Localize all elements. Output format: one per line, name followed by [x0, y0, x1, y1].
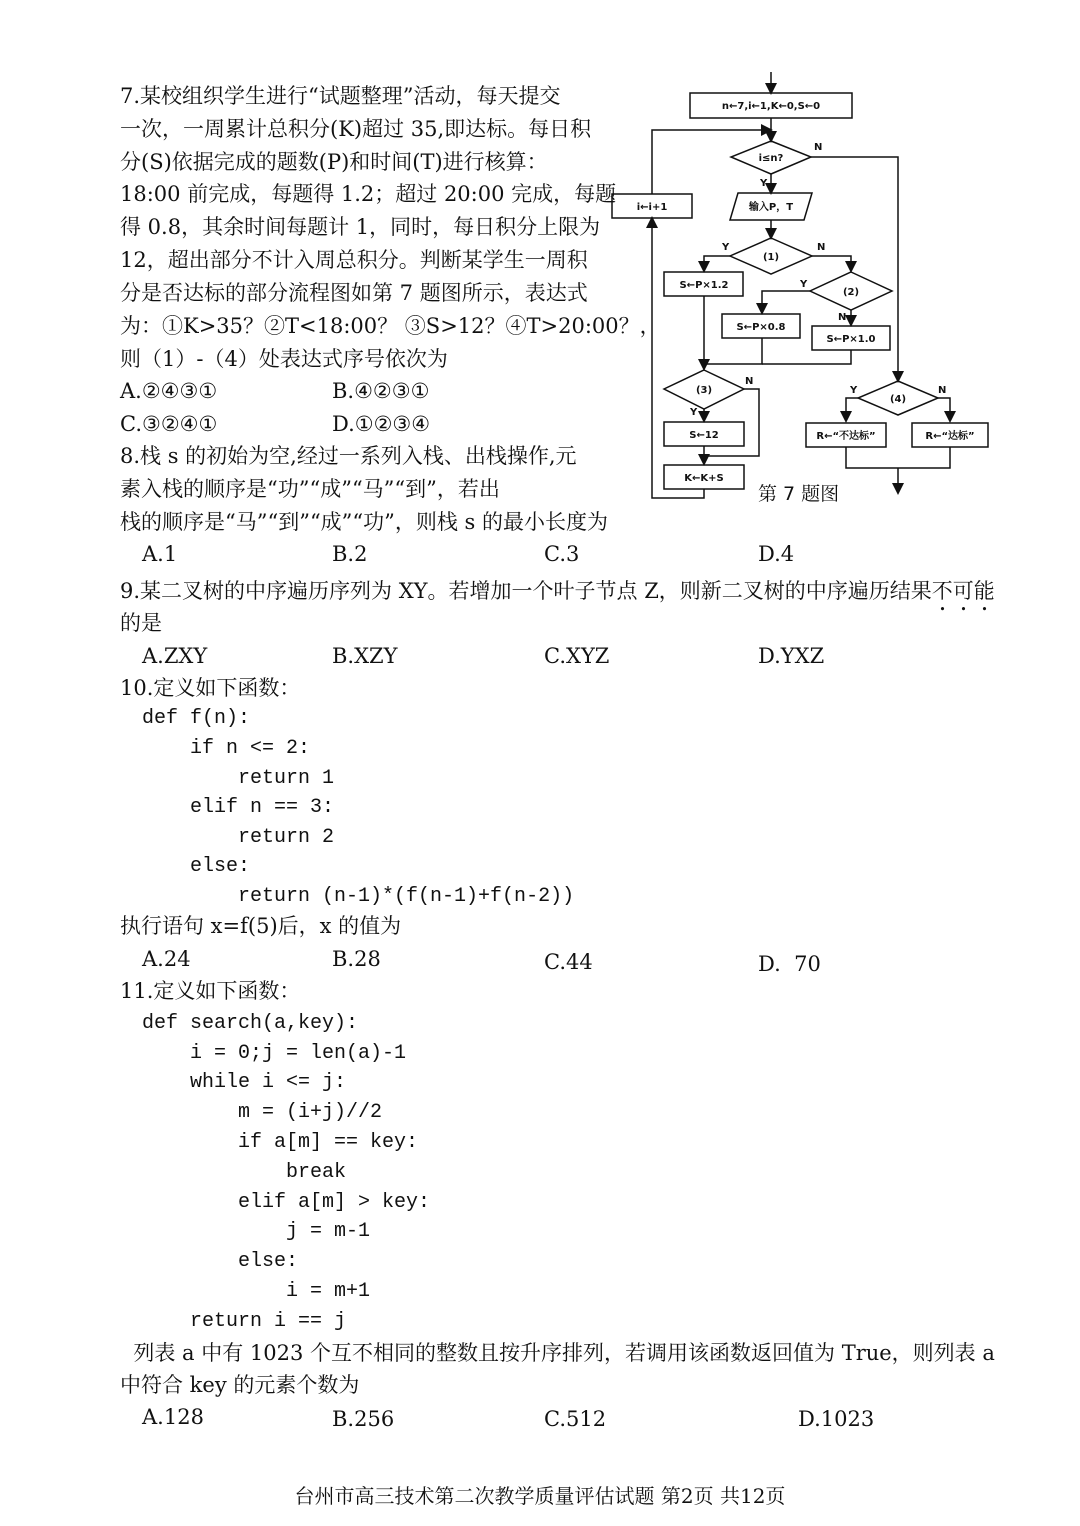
yes-no-label: N: [817, 242, 826, 253]
increment-label: i←i+1: [636, 202, 668, 213]
flow-line: [846, 447, 950, 468]
q11-title: 11.定义如下函数：: [120, 979, 301, 1003]
q10-code-line: if n <= 2:: [142, 737, 311, 760]
yes-no-label: Y: [850, 385, 858, 396]
q10-code-line: def f(n):: [142, 707, 251, 730]
q8-line: 栈的顺序是“马”“到”“成”“功”，则栈 s 的最小长度为: [120, 510, 609, 534]
q10-question: 执行语句 x=f(5)后，x 的值为: [120, 914, 402, 938]
q11-code-line: def search(a,key):: [142, 1012, 359, 1035]
q9-text: 9.某二叉树的中序遍历序列为 XY。若增加一个叶子节点 Z，则新二叉树的中序遍历结果: [120, 579, 932, 603]
figure-caption: 第 7 题图: [758, 483, 840, 505]
yes-no-label: N: [745, 376, 754, 387]
assign-k-label: K←K+S: [684, 473, 724, 484]
q10-code-line: return 1: [142, 767, 335, 790]
q7-line: 分(S)依据完成的题数(P)和时间(T)进行核算：: [120, 150, 548, 174]
input-label: 输入P，T: [748, 202, 794, 213]
condition-4-label: (4): [889, 394, 907, 405]
q9-option-b: B.XZY: [332, 644, 398, 668]
q11-code-line: return i == j: [142, 1310, 347, 1333]
q7-option-a: A.②④③①: [120, 379, 218, 403]
condition-2-label: (2): [842, 287, 860, 298]
assign-10-label: S←P×1.0: [826, 334, 876, 345]
yes-no-label: Y: [690, 407, 698, 418]
q10-option-c: C.44: [544, 950, 593, 974]
q7-line: 一次，一周累计总积分(K)超过 35,即达标。每日积: [120, 117, 592, 141]
q11-option-b: B.256: [332, 1407, 395, 1431]
q7-option-d: D.①②③④: [332, 412, 431, 436]
loop-condition-label: i≤n?: [758, 153, 784, 164]
q8-option-a: A.1: [142, 542, 178, 566]
flow-arrow: [812, 256, 851, 270]
flow-line: [652, 220, 704, 498]
yes-no-label: Y: [800, 279, 808, 290]
q9-emphasis: 不可能: [931, 579, 995, 603]
q9-option-c: C.XYZ: [544, 644, 610, 668]
q8-option-c: C.3: [544, 542, 580, 566]
q10-code-line: return (n-1)*(f(n-1)+f(n-2)): [142, 885, 575, 908]
flow-arrow: [846, 398, 858, 420]
result-pass-label: R←“达标”: [925, 431, 975, 442]
assign-12-label: S←P×1.2: [679, 280, 729, 291]
result-fail-label: R←“不达标”: [816, 431, 876, 442]
q9-option-a: A.ZXY: [142, 644, 208, 668]
q8-line: 素入栈的顺序是“功”“成”“马”“到”，若出: [120, 477, 500, 501]
yes-no-label: N: [938, 385, 947, 396]
q10-option-d: D. 70: [758, 952, 821, 976]
q11-code-line: i = m+1: [142, 1280, 371, 1303]
q8-option-d: D.4: [758, 542, 795, 566]
q9-line: 的是: [120, 611, 162, 635]
q11-code-line: break: [142, 1161, 347, 1184]
assign-08-label: S←P×0.8: [736, 322, 786, 333]
q8-option-b: B.2: [332, 542, 368, 566]
q11-code-line: m = (i+j)//2: [142, 1101, 383, 1124]
q7-line: 12，超出部分不计入周总积分。判断某学生一周积: [120, 248, 588, 272]
q11-question-line: 列表 a 中有 1023 个互不相同的整数且按升序排列，若调用该函数返回值为 True，则列表 a: [120, 1341, 995, 1365]
q11-code-line: elif a[m] > key:: [142, 1191, 431, 1214]
q9-line: [120, 577, 995, 616]
q11-option-d: D.1023: [798, 1407, 875, 1431]
q7-option-b: B.④②③①: [332, 379, 430, 403]
init-label: n←7,i←1,K←0,S←0: [721, 101, 821, 112]
q11-code-line: if a[m] == key:: [142, 1131, 419, 1154]
q10-code-line: elif n == 3:: [142, 796, 335, 819]
q10-option-a: A.24: [142, 947, 191, 971]
q7-line: 分是否达标的部分流程图如第 7 题图所示，表达式: [120, 281, 588, 305]
q9-option-d: D.YXZ: [758, 644, 825, 668]
flowchart-figure: [600, 70, 1000, 520]
condition-3-label: (3): [695, 385, 713, 396]
flow-arrow: [652, 130, 770, 194]
q8-line: 8.栈 s 的初始为空,经过一系列入栈、出栈操作,元: [120, 444, 577, 468]
q7-line: 7.某校组织学生进行“试题整理”活动，每天提交: [120, 84, 561, 108]
q7-line: 18:00 前完成，每题得 1.2；超过 20:00 完成，每题: [120, 182, 617, 206]
yes-no-label: N: [814, 142, 823, 153]
q10-code-line: return 2: [142, 826, 335, 849]
q10-title: 10.定义如下函数：: [120, 676, 301, 700]
q11-code-line: i = 0;j = len(a)-1: [142, 1042, 407, 1065]
q7-line: 为：①K>35？②T<18:00？ ③S>12？④T>20:00？，: [120, 314, 661, 338]
q7-line: 则（1）-（4）处表达式序号依次为: [120, 347, 448, 371]
q7-option-c: C.③②④①: [120, 412, 218, 436]
q11-code-line: j = m-1: [142, 1220, 371, 1243]
flow-arrow: [938, 398, 950, 420]
flow-arrow: [762, 291, 810, 312]
assign-s12-label: S←12: [689, 430, 719, 441]
yes-no-label: Y: [760, 178, 768, 189]
page-footer: 台州市高三技术第二次教学质量评估试题 第2页 共12页: [294, 1484, 786, 1508]
q11-code-line: else:: [142, 1250, 299, 1273]
flow-arrow: [704, 256, 730, 270]
q7-line: 得 0.8，其余时间每题计 1，同时，每日积分上限为: [120, 215, 601, 239]
yes-no-label: Y: [722, 242, 730, 253]
flow-line: [762, 350, 851, 364]
flow-line: [704, 338, 762, 364]
q11-option-c: C.512: [544, 1407, 607, 1431]
q10-code-line: else:: [142, 855, 251, 878]
yes-no-label: N: [838, 312, 847, 323]
q10-option-b: B.28: [332, 947, 381, 971]
condition-1-label: (1): [762, 252, 780, 263]
q11-code-line: while i <= j:: [142, 1071, 347, 1094]
q11-option-a: A.128: [142, 1405, 204, 1429]
q11-question-line: 中符合 key 的元素个数为: [120, 1373, 360, 1397]
